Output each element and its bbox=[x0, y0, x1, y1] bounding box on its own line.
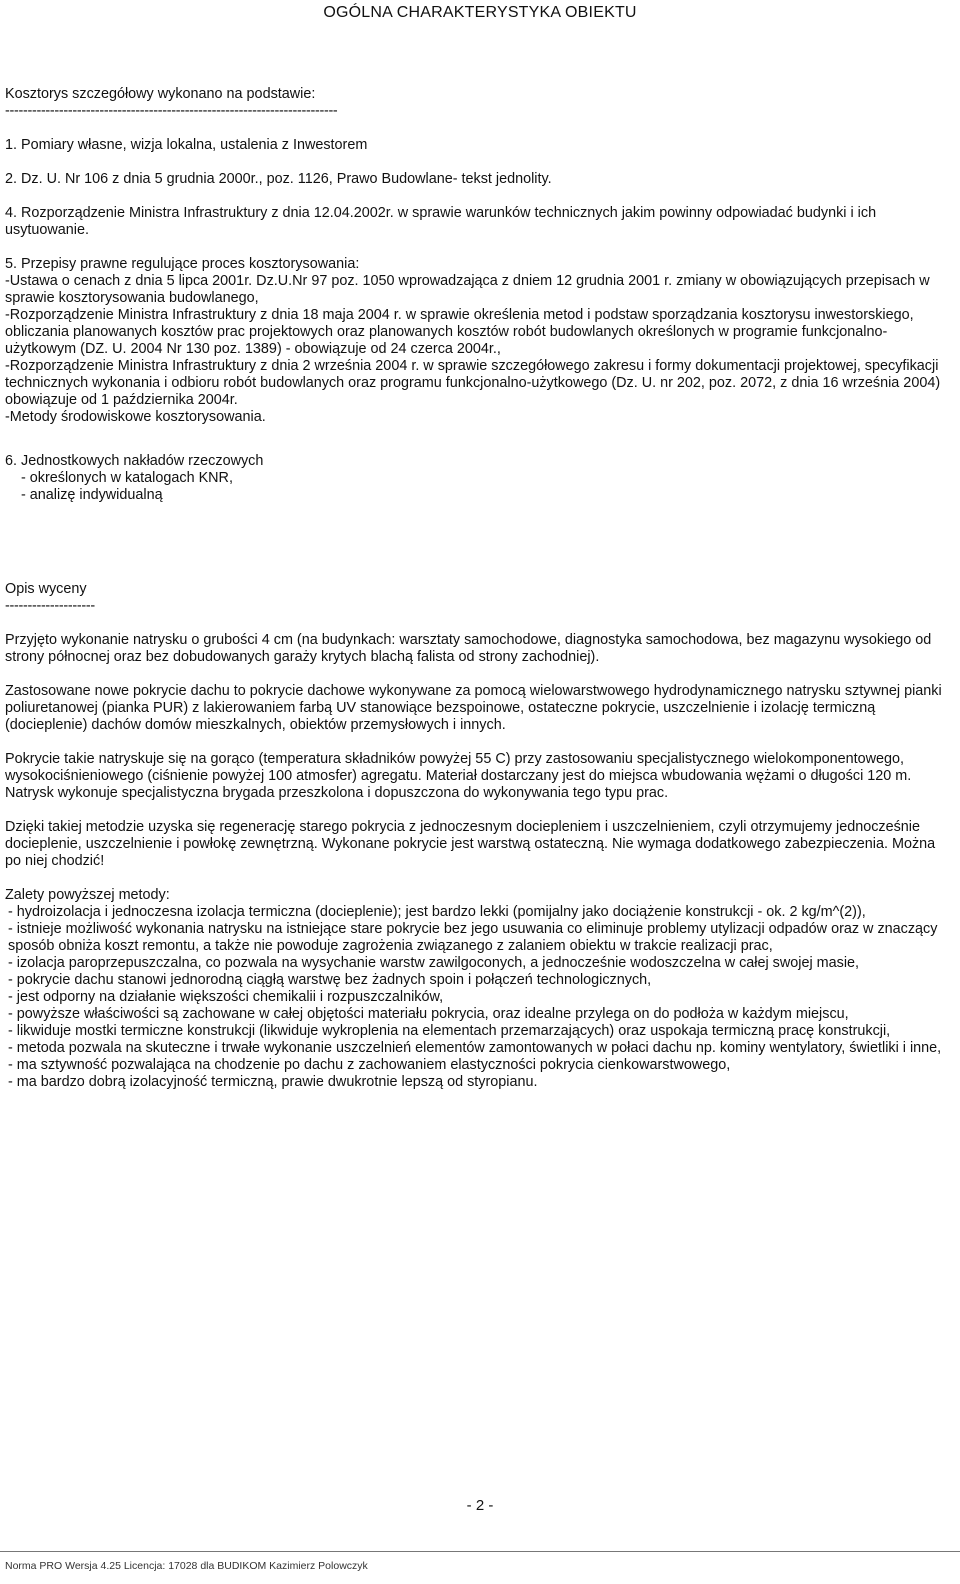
description-paragraph-4: Dzięki takiej metodzie uzyska się regenerację starego pokrycia z jednoczesnym dociepleniem i uszczelnieniem, czyli otrzymujemy jednocześnie docieplenie, uszczelnienie i powłokę zewnętrzną. Wykonane pokrycie jest warstwą ostateczną. Nie wymaga dodatkowego zabezpieczenia. Można po niej chodzić! bbox=[5, 819, 940, 869]
page-header-title: OGÓLNA CHARAKTERYSTYKA OBIEKTU bbox=[323, 4, 637, 21]
page-number: - 2 - bbox=[466, 1497, 494, 1514]
description-dashes: -------------------- bbox=[5, 598, 95, 614]
basis-item-5b: -Rozporządzenie Ministra Infrastruktury z dnia 18 maja 2004 r. w sprawie określenia metod i podstaw sporządzania kosztorysu inwestorskiego, obliczania planowanych kosztów prac projektowych oraz planowanych kosztów robót budowlanych określonych w programie funkcjonalno-użytkowym (DZ. U. 2004 Nr 130 poz. 1389) - obowiązuje od 24 czerca 2004r., bbox=[5, 307, 918, 357]
basis-item-6: 6. Jednostkowych nakładów rzeczowych bbox=[5, 453, 264, 469]
basis-intro: Kosztorys szczegółowy wykonano na podstawie: bbox=[5, 86, 316, 102]
basis-item-6b: - analizę indywidualną bbox=[21, 487, 163, 503]
advantages-item: - powyższe właściwości są zachowane w całej objętości materiału pokrycia, oraz idealne przylega on do podłoża w każdym miejscu, bbox=[8, 1006, 849, 1022]
basis-item-5c: -Rozporządzenie Ministra Infrastruktury z dnia 2 września 2004 r. w sprawie szczegółowego zakresu i formy dokumentacji projektowej, specyfikacji technicznych wykonania i odbioru robót budowlanych oraz programu funkcjonalno-użytkowego (Dz. U. nr 202, poz. 2072, z dnia 16 września 2004) obowiązuje od 1 października 2004r. bbox=[5, 358, 945, 408]
advantages-item: - metoda pozwala na skuteczne i trwałe wykonanie uszczelnień elementów zamontowanych w połaci dachu np. kominy wentylatory, świetliki i inne, bbox=[8, 1040, 942, 1056]
basis-item-5d: -Metody środowiskowe kosztorysowania. bbox=[5, 409, 266, 425]
description-title: Opis wyceny bbox=[5, 581, 87, 597]
advantages-item: - ma sztywność pozwalająca na chodzenie po dachu z zachowaniem elastyczności pokrycia cienkowarstwowego, bbox=[8, 1057, 731, 1073]
advantages-item: - istnieje możliwość wykonania natrysku na istniejące stare pokrycie bez jego usuwania co eliminuje problemy utylizacji odpadów oraz w znaczący sposób obniża koszt remontu, a także nie powoduje zagrożenia związanego z zalaniem obiektu w trakcie realizacji prac, bbox=[8, 921, 942, 954]
basis-item-1: 1. Pomiary własne, wizja lokalna, ustalenia z Inwestorem bbox=[5, 137, 368, 153]
advantages-item: - ma bardzo dobrą izolacyjność termiczną, prawie dwukrotnie lepszą od styropianu. bbox=[8, 1074, 538, 1090]
basis-item-5a: -Ustawa o cenach z dnia 5 lipca 2001r. Dz.U.Nr 97 poz. 1050 wprowadzająca z dniem 12 grudnia 2001 r. zmiany w obowiązujących przepisach w sprawie kosztorysowania budowlanego, bbox=[5, 273, 934, 306]
basis-item-6a: - określonych w katalogach KNR, bbox=[21, 470, 233, 486]
advantages-item: - jest odporny na działanie większości chemikalii i rozpuszczalników, bbox=[8, 989, 444, 1005]
advantages-title: Zalety powyższej metody: bbox=[5, 887, 170, 903]
description-paragraph-3: Pokrycie takie natryskuje się na gorąco (temperatura składników powyżej 55 C) przy zastosowaniu specjalistycznego wielokomponentowego, wysokociśnieniowego (ciśnienie powyżej 100 atmosfer) agregatu. Materiał dostarczany jest do miejsca wbudowania wężami o długości 120 m. Natrysk wykonuje specjalistyczna brygada przeszkolona i dopuszczona do wykonywania tego typu prac. bbox=[5, 751, 916, 801]
basis-dashes: -------------------------------------------------------------------------- bbox=[5, 103, 338, 119]
basis-item-4: 4. Rozporządzenie Ministra Infrastruktury z dnia 12.04.2002r. w sprawie warunków technicznych jakim powinny odpowiadać budynki i ich usytuowanie. bbox=[5, 205, 881, 238]
advantages-item: - izolacja paroprzepuszczalna, co pozwala na wysychanie warstw zawilgoconych, a jednocześnie wodoszczelna w całej swojej masie, bbox=[8, 955, 860, 971]
advantages-item: - hydroizolacja i jednoczesna izolacja termiczna (docieplenie); jest bardzo lekki (pomijalny jako dociążenie konstrukcji - ok. 2 kg/m^(2)), bbox=[8, 904, 866, 920]
basis-item-5: 5. Przepisy prawne regulujące proces kosztorysowania: bbox=[5, 256, 360, 272]
advantages-item: - likwiduje mostki termiczne konstrukcji (likwiduje wykroplenia na elementach przemarzających) oraz uspokaja termiczną pracę konstrukcji, bbox=[8, 1023, 891, 1039]
advantages-item: - pokrycie dachu stanowi jednorodną ciągłą warstwę bez żadnych spoin i połączeń technologicznych, bbox=[8, 972, 652, 988]
footer-divider bbox=[0, 1551, 960, 1552]
description-paragraph-2: Zastosowane nowe pokrycie dachu to pokrycie dachowe wykonywane za pomocą wielowarstwowego hydrodynamicznego natrysku sztywnej pianki poliuretanowej (pianka PUR) z lakierowaniem farbą UV stanowiące bezspoinowe, ostateczne pokrycie, uszczelnienie i izolację termiczną (docieplenie) dachów domów mieszkalnych, obiektów przemysłowych i innych. bbox=[5, 683, 946, 733]
document-body bbox=[5, 86, 951, 1091]
footer-license-text: Norma PRO Wersja 4.25 Licencja: 17028 dla BUDIKOM Kazimierz Polowczyk bbox=[5, 1560, 368, 1572]
basis-item-2: 2. Dz. U. Nr 106 z dnia 5 grudnia 2000r., poz. 1126, Prawo Budowlane- tekst jednolity. bbox=[5, 171, 552, 187]
description-paragraph-1: Przyjęto wykonanie natrysku o grubości 4 cm (na budynkach: warsztaty samochodowe, diagnostyka samochodowa, bez magazynu wysokiego od strony północnej oraz bez dobudowanych garaży krytych blachą falista od strony zachodniej). bbox=[5, 632, 936, 665]
